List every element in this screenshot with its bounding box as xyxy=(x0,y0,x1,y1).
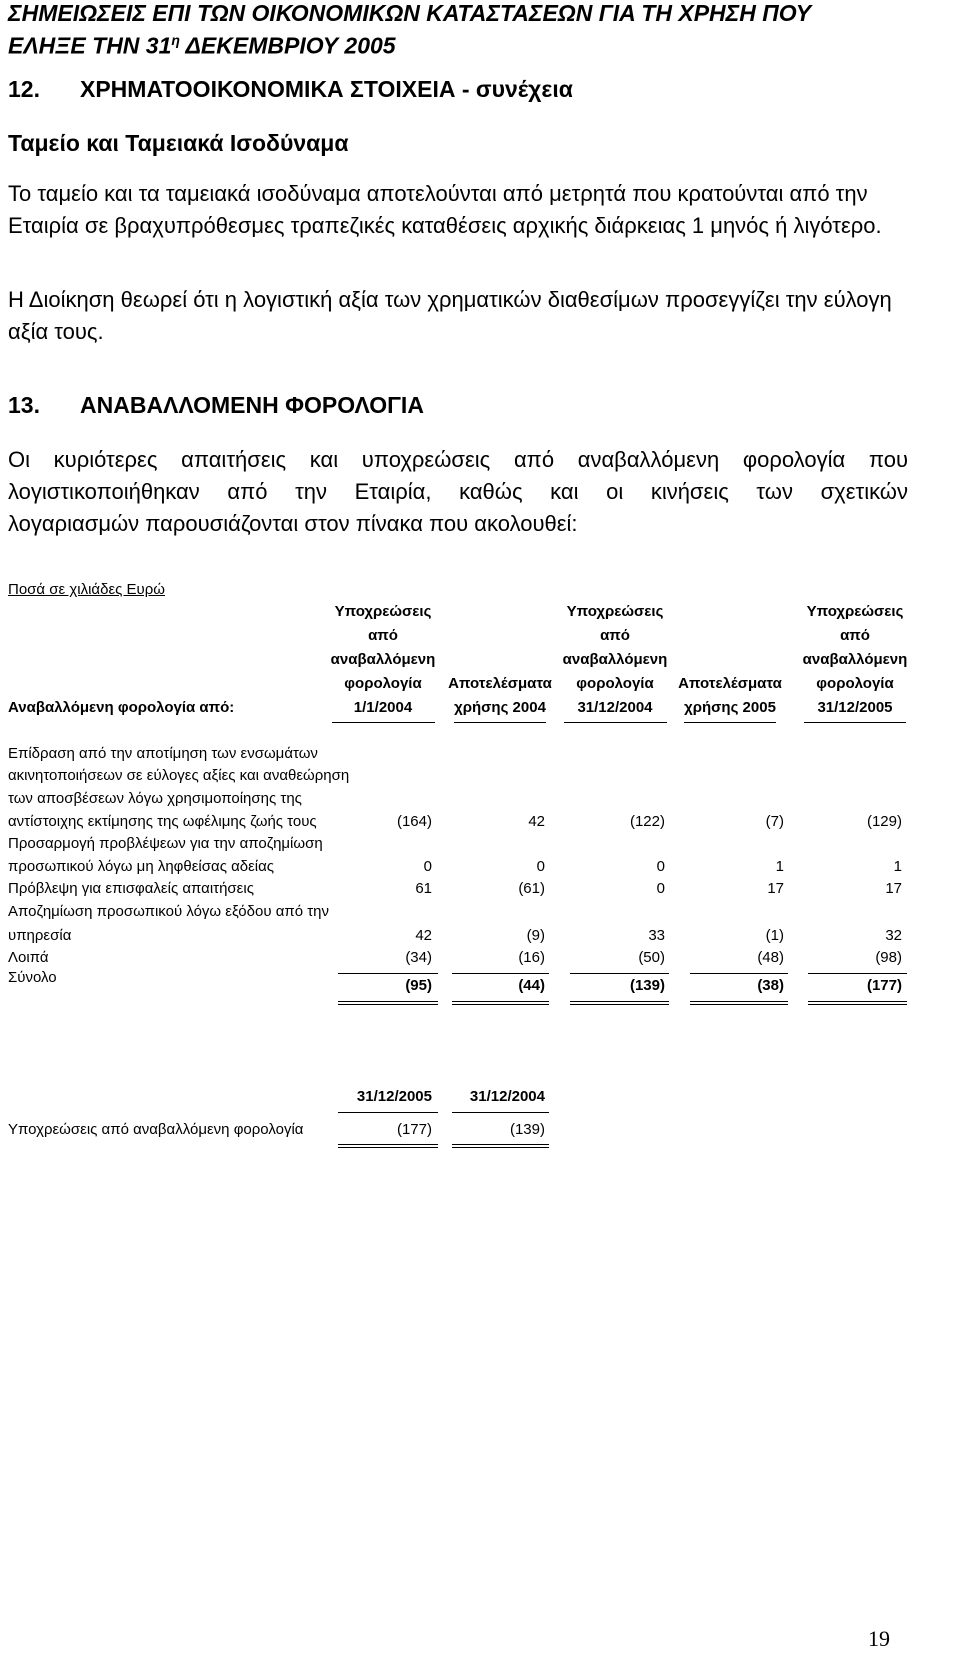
section-13-para-line1: Οι κυριότερες απαιτήσεις και υποχρεώσεις από αναβαλλόμενη φορολογία που xyxy=(8,447,908,472)
col2-header-rule xyxy=(454,722,546,723)
row-label-line: προσωπικού λόγω μη ληφθείσας αδείας xyxy=(8,858,275,875)
total-rule-top xyxy=(338,973,438,974)
total-value: (44) xyxy=(518,977,545,994)
section-12-subtitle: Ταμείο και Ταμειακά Ισοδύναμα xyxy=(8,130,349,156)
cell-value: 1 xyxy=(775,858,784,875)
section-13-number: 13. xyxy=(8,392,40,418)
cell-value: 17 xyxy=(767,880,784,897)
summary-double-rule xyxy=(338,1147,438,1148)
page-header-line1: ΣΗΜΕΙΩΣΕΙΣ ΕΠΙ ΤΩΝ ΟΙΚΟΝΟΜΙΚΩΝ ΚΑΤΑΣΤΑΣΕΩΝ ΓΙΑ ΤΗ ΧΡΗΣΗ ΠΟΥ xyxy=(8,0,812,26)
summary-header-rule xyxy=(338,1112,438,1113)
cell-value: (98) xyxy=(875,949,902,966)
cell-value: 17 xyxy=(885,880,902,897)
cell-value: 32 xyxy=(885,927,902,944)
row-label-line: Πρόβλεψη για επισφαλείς απαιτήσεις xyxy=(8,880,254,897)
summary-row-label: Υποχρεώσεις από αναβαλλόμενη φορολογία xyxy=(8,1121,304,1138)
cell-value: 33 xyxy=(648,927,665,944)
cell-value: 42 xyxy=(528,813,545,830)
row-label-line: των αποσβέσεων λόγω χρησιμοποίησης της xyxy=(8,790,302,807)
row-label-line: ακινητοποιήσεων σε εύλογες αξίες και αναθεώρηση xyxy=(8,767,350,784)
summary-double-rule xyxy=(338,1144,438,1145)
cell-value: 42 xyxy=(415,927,432,944)
cell-value: (129) xyxy=(866,813,902,830)
section-12-title: ΧΡΗΜΑΤΟΟΙΚΟΝΟΜΙΚΑ ΣΤΟΙΧΕΙΑ - συνέχεια xyxy=(80,76,573,102)
cell-value: (48) xyxy=(757,949,784,966)
col-header-liabilities-2004-close: Υποχρεώσεις από αναβαλλόμενη φορολογία 31/12/2004 xyxy=(562,603,668,716)
cell-value: (1) xyxy=(765,927,784,944)
cell-value: (7) xyxy=(765,813,784,830)
row-header-label: Αναβαλλόμενη φορολογία από: xyxy=(8,699,235,716)
section-12-paragraph-1: Το ταμείο και τα ταμειακά ισοδύναμα αποτελούνται από μετρητά που κρατούνται από την Εταιρία σε βραχυπρόθεσμες τραπεζικές καταθέσεις αρχικής διάρκειας 1 μηνός ή λιγότερο. xyxy=(8,181,882,238)
cell-value: 0 xyxy=(656,858,665,875)
total-double-rule xyxy=(570,1004,669,1005)
total-double-rule xyxy=(570,1001,669,1002)
total-double-rule xyxy=(690,1004,788,1005)
total-value: (38) xyxy=(757,977,784,994)
total-double-rule xyxy=(452,1001,549,1002)
total-rule-top xyxy=(808,973,907,974)
row-label-line: υπηρεσία xyxy=(8,927,72,944)
summary-col-header-2005: 31/12/2005 xyxy=(356,1088,432,1105)
section-12-number: 12. xyxy=(8,76,40,102)
summary-value-2005: (177) xyxy=(396,1121,432,1138)
cell-value: (50) xyxy=(638,949,665,966)
total-value: (95) xyxy=(405,977,432,994)
cell-value: (16) xyxy=(518,949,545,966)
cell-value: 1 xyxy=(893,858,902,875)
col4-header-rule xyxy=(684,722,776,723)
section-13-title: ΑΝΑΒΑΛΛΟΜΕΝΗ ΦΟΡΟΛΟΓΙΑ xyxy=(80,392,424,418)
total-value: (177) xyxy=(866,977,902,994)
section-12-paragraph-2: Η Διοίκηση θεωρεί ότι η λογιστική αξία των χρηματικών διαθεσίμων προσεγγίζει την εύλογη αξία τους. xyxy=(8,287,892,344)
summary-double-rule xyxy=(452,1147,549,1148)
total-double-rule xyxy=(690,1001,788,1002)
summary-col-header-2004: 31/12/2004 xyxy=(469,1088,545,1105)
total-value: (139) xyxy=(629,977,665,994)
header-date-pre: ΕΛΗΞΕ ΤΗΝ 31 xyxy=(8,32,172,59)
summary-double-rule xyxy=(452,1144,549,1145)
total-rule-top xyxy=(452,973,549,974)
cell-value: (9) xyxy=(526,927,545,944)
col-header-results-2004: Αποτελέσματα χρήσης 2004 xyxy=(448,675,552,716)
summary-header-rule xyxy=(452,1112,549,1113)
total-double-rule xyxy=(808,1001,907,1002)
col-header-liabilities-2004-open: Υποχρεώσεις από αναβαλλόμενη φορολογία 1/1/2004 xyxy=(330,603,436,716)
section-13-para-line2: λογιστικοποιήθηκαν από την Εταιρία, καθώς και οι κινήσεις των σχετικών xyxy=(8,479,908,504)
col5-header-rule xyxy=(804,722,906,723)
cell-value: 0 xyxy=(536,858,545,875)
col3-header-rule xyxy=(564,722,667,723)
page-header xyxy=(8,0,811,60)
row-label-line: Λοιπά xyxy=(8,949,49,966)
cell-value: (61) xyxy=(518,880,545,897)
row-label-line: Προσαρμογή προβλέψεων για την αποζημίωση xyxy=(8,835,323,852)
total-label: Σύνολο xyxy=(8,969,57,986)
row-label-line: αντίστοιχης εκτίμησης της ωφέλιμης ζωής τους xyxy=(8,813,317,830)
total-double-rule xyxy=(452,1004,549,1005)
summary-value-2004: (139) xyxy=(509,1121,545,1138)
cell-value: 0 xyxy=(423,858,432,875)
total-rule-top xyxy=(690,973,788,974)
page-number: 19 xyxy=(868,1626,890,1651)
page-header-line2 xyxy=(8,27,811,60)
cell-value: 61 xyxy=(415,880,432,897)
cell-value: (164) xyxy=(396,813,432,830)
col-header-results-2005: Αποτελέσματα χρήσης 2005 xyxy=(678,675,782,716)
total-double-rule xyxy=(808,1004,907,1005)
cell-value: 0 xyxy=(656,880,665,897)
section-13-para-line3: λογαριασμών παρουσιάζονται στον πίνακα που ακολουθεί: xyxy=(8,511,578,536)
cell-value: (122) xyxy=(629,813,665,830)
total-double-rule xyxy=(338,1001,438,1002)
col1-header-rule xyxy=(332,722,435,723)
col-header-liabilities-2005-close: Υποχρεώσεις από αναβαλλόμενη φορολογία 31/12/2005 xyxy=(802,603,908,716)
header-date-post: ΔΕΚΕΜΒΡΙΟΥ 2005 xyxy=(179,32,396,59)
units-note: Ποσά σε χιλιάδες Ευρώ xyxy=(8,581,165,598)
cell-value: (34) xyxy=(405,949,432,966)
header-date-sup: η xyxy=(171,32,180,48)
total-rule-top xyxy=(570,973,669,974)
row-label-line: Επίδραση από την αποτίμηση των ενσωμάτων xyxy=(8,745,318,762)
total-double-rule xyxy=(338,1004,438,1005)
row-label-line: Αποζημίωση προσωπικού λόγω εξόδου από την xyxy=(8,903,330,920)
